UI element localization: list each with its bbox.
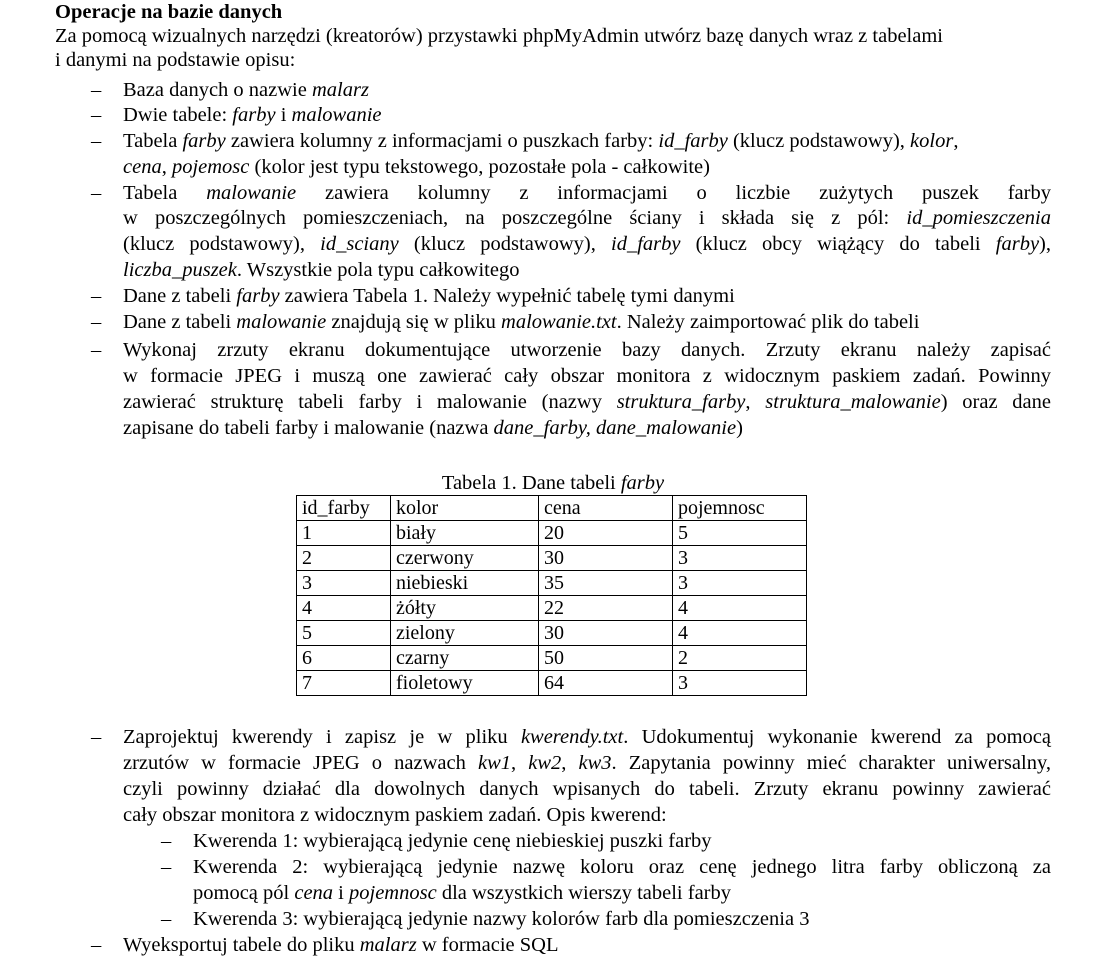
table-header-cell: kolor (391, 496, 539, 521)
table-row (297, 571, 807, 596)
table-cell: 3 (297, 571, 391, 596)
table-header-row (297, 496, 807, 521)
list-bullet: – (91, 285, 102, 307)
table-cell: 5 (297, 621, 391, 646)
sub-item-query-3: Kwerenda 3: wybierającą jedynie nazwy kolorów farb dla pomieszczenia 3 (193, 908, 810, 930)
table-cell: czerwony (391, 546, 539, 571)
list-item-queries-line-1: Zaprojektuj kwerendy i zapisz je w pliku kwerendy.txt. Udokumentuj wykonanie kwerend za pomocą (123, 726, 1051, 748)
list-item-malowanie-line-1: Tabela malowanie zawiera kolumny z informacjami o liczbie zużytych puszek farby (123, 182, 1051, 204)
sub-list-bullet: – (161, 830, 172, 852)
table-cell: żółty (391, 596, 539, 621)
table-cell: 20 (539, 521, 673, 546)
list-bullet: – (91, 182, 102, 204)
table-cell: 4 (673, 621, 807, 646)
list-bullet: – (91, 934, 102, 956)
table-header-cell: cena (539, 496, 673, 521)
list-bullet: – (91, 130, 102, 152)
table-row (297, 546, 807, 571)
table-cell: 3 (673, 671, 807, 696)
table-cell: fioletowy (391, 671, 539, 696)
list-item-queries-line-4: cały obszar monitora z widocznym paskiem zadań. Opis kwerend: (123, 804, 667, 826)
list-item-queries-line-3: czyli powinny działać dla dowolnych danych wpisanych do tabeli. Zrzuty ekranu powinny zawierać (123, 778, 1051, 800)
table-cell: 3 (673, 546, 807, 571)
table-header-cell: pojemnosc (673, 496, 807, 521)
list-bullet: – (91, 311, 102, 333)
table-row (297, 671, 807, 696)
list-bullet: – (91, 339, 102, 361)
list-item-malowanie-line-2: w poszczególnych pomieszczeniach, na poszczególne ściany i składa się z pól: id_pomieszczenia (123, 207, 1051, 229)
table-cell: 1 (297, 521, 391, 546)
list-bullet: – (91, 726, 102, 748)
intro-line-2: i danymi na podstawie opisu: (55, 49, 296, 71)
table-cell: zielony (391, 621, 539, 646)
list-bullet: – (91, 104, 102, 126)
list-item-farby-data: Dane z tabeli farby zawiera Tabela 1. Należy wypełnić tabelę tymi danymi (123, 285, 735, 307)
list-item-screenshots-line-4: zapisane do tabeli farby i malowanie (nazwa dane_farby, dane_malowanie) (123, 417, 743, 439)
table-cell: biały (391, 521, 539, 546)
sub-item-query-2-line-1: Kwerenda 2: wybierającą jedynie nazwę koloru oraz cenę jednego litra farby obliczoną za (193, 856, 1051, 878)
table-cell: 22 (539, 596, 673, 621)
table-cell: 5 (673, 521, 807, 546)
table-row (297, 521, 807, 546)
farby-data-table (296, 495, 807, 696)
table-cell: 50 (539, 646, 673, 671)
table-cell: 64 (539, 671, 673, 696)
list-item-database-name: Baza danych o nazwie malarz (123, 79, 369, 101)
list-item-screenshots-line-2: w formacie JPEG i muszą one zawierać cały obszar monitora z widocznym paskiem zadań. Powinny (123, 365, 1051, 387)
table-cell: 2 (297, 546, 391, 571)
sub-item-query-2-line-2: pomocą pól cena i pojemnosc dla wszystkich wierszy tabeli farby (193, 882, 731, 904)
table-cell: 6 (297, 646, 391, 671)
table-cell: 30 (539, 546, 673, 571)
table-cell: 30 (539, 621, 673, 646)
list-item-malowanie-line-4: liczba_puszek. Wszystkie pola typu całkowitego (123, 259, 520, 281)
list-item-export: Wyeksportuj tabele do pliku malarz w formacie SQL (123, 934, 559, 956)
table-cell: 4 (673, 596, 807, 621)
table-cell: 35 (539, 571, 673, 596)
list-item-screenshots-line-1: Wykonaj zrzuty ekranu dokumentujące utworzenie bazy danych. Zrzuty ekranu należy zapisać (123, 339, 1051, 361)
list-item-queries-line-2: zrzutów w formacie JPEG o nazwach kw1, kw2, kw3. Zapytania powinny mieć charakter uniwersalny, (123, 752, 1051, 774)
sub-list-bullet: – (161, 908, 172, 930)
table-cell: 7 (297, 671, 391, 696)
table-cell: niebieski (391, 571, 539, 596)
table-cell: 3 (673, 571, 807, 596)
table-row (297, 646, 807, 671)
list-item-farby-line-1: Tabela farby zawiera kolumny z informacjami o puszkach farby: id_farby (klucz podstawowy), kolor, (123, 130, 959, 152)
table-cell: czarny (391, 646, 539, 671)
table-caption: Tabela 1. Dane tabeli farby (441, 472, 665, 494)
table-cell: 4 (297, 596, 391, 621)
table-row (297, 621, 807, 646)
table-cell: 2 (673, 646, 807, 671)
table-header-cell: id_farby (297, 496, 391, 521)
table-row (297, 596, 807, 621)
intro-line-1: Za pomocą wizualnych narzędzi (kreatorów) przystawki phpMyAdmin utwórz bazę danych wraz z tabelami (55, 25, 943, 47)
list-item-tables: Dwie tabele: farby i malowanie (123, 104, 382, 126)
list-item-malowanie-data: Dane z tabeli malowanie znajdują się w pliku malowanie.txt. Należy zaimportować plik do tabeli (123, 311, 920, 333)
list-item-malowanie-line-3: (klucz podstawowy), id_sciany (klucz podstawowy), id_farby (klucz obcy wiążący do tabeli farby), (123, 233, 1051, 255)
list-item-farby-line-2: cena, pojemosc (kolor jest typu tekstowego, pozostałe pola - całkowite) (123, 156, 710, 178)
sub-item-query-1: Kwerenda 1: wybierającą jedynie cenę niebieskiej puszki farby (193, 830, 712, 852)
sub-list-bullet: – (161, 856, 172, 878)
section-heading: Operacje na bazie danych (55, 1, 283, 23)
list-item-screenshots-line-3: zawierać strukturę tabeli farby i malowanie (nazwy struktura_farby, struktura_malowanie) oraz dane (123, 391, 1051, 413)
list-bullet: – (91, 79, 102, 101)
